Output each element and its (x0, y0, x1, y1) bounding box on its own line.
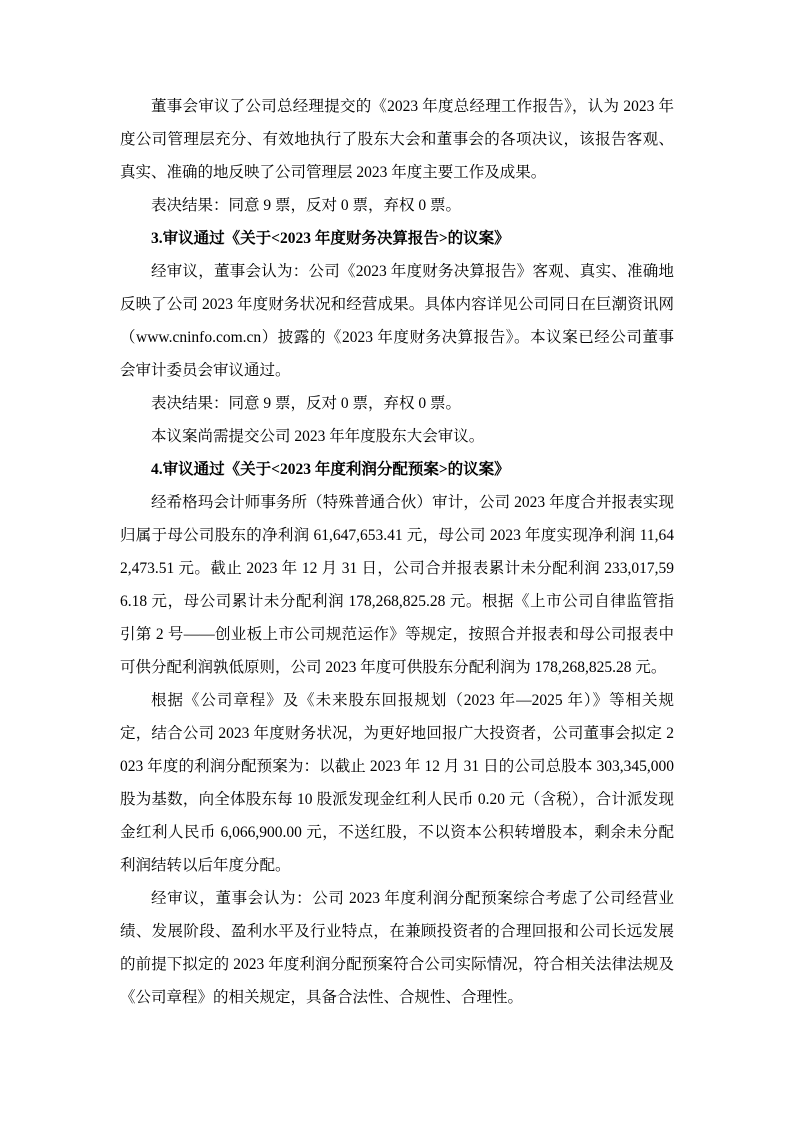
paragraph-profit-distribution-review: 经审议，董事会认为：公司 2023 年度利润分配预案综合考虑了公司经营业绩、发展阶段、盈利水平及行业特点，在兼顾投资者的合理回报和公司长远发展的前提下拟定的 2023 年度利润分配预案符合公司实际情况，符合相关法律法规及《公司章程》的相关规定，具备合法性、合规性、合理性。 (120, 890, 674, 1006)
paragraph-gm-work-report: 董事会审议了公司总经理提交的《2023 年度总经理工作报告》，认为 2023 年度公司管理层充分、有效地执行了股东大会和董事会的各项决议，该报告客观、真实、准确的地反映了公司管理层 2023 年度主要工作及成果。 (120, 98, 674, 181)
paragraph-financial-report-review: 经审议，董事会认为：公司《2023 年度财务决算报告》客观、真实、准确地反映了公司 2023 年度财务状况和经营成果。具体内容详见公司同日在巨潮资讯网（www.cninfo.com.cn）披露的《2023 年度财务决算报告》。本议案已经公司董事会审计委员会审议通过。 (120, 263, 674, 379)
vote-result-financial-report: 表决结果：同意 9 票，反对 0 票，弃权 0 票。 (151, 395, 462, 412)
document-body (120, 90, 674, 1014)
note-submit-to-agm: 本议案尚需提交公司 2023 年年度股东大会审议。 (151, 428, 485, 445)
paragraph-dividend-plan: 根据《公司章程》及《未来股东回报规划（2023 年—2025 年）》等相关规定，结合公司 2023 年度财务状况，为更好地回报广大投资者，公司董事会拟定 2023 年度的利润分配预案为：以截止 2023 年 12 月 31 日的公司总股本 303,345,000 股为基数，向全体股东每 10 股派发现金红利人民币 0.20 元（含税），合计派发现金红利人民币 6,066,900.00 元，不送红股，不以资本公积转增股本，剩余未分配利润结转以后年度分配。 (120, 692, 674, 874)
heading-item-3-financial-report: 3.审议通过《关于<2023 年度财务决算报告>的议案》 (151, 230, 510, 247)
vote-result-gm-report: 表决结果：同意 9 票，反对 0 票，弃权 0 票。 (151, 197, 462, 214)
heading-item-4-profit-distribution: 4.审议通过《关于<2023 年度利润分配预案>的议案》 (151, 461, 510, 478)
paragraph-audited-profit-figures: 经希格玛会计师事务所（特殊普通合伙）审计，公司 2023 年度合并报表实现归属于母公司股东的净利润 61,647,653.41 元，母公司 2023 年度实现净利润 11,642,473.51 元。截止 2023 年 12 月 31 日，公司合并报表累计未分配利润 233,017,596.18 元，母公司累计未分配利润 178,268,825.28 元。根据《上市公司自律监管指引第 2 号——创业板上市公司规范运作》等规定，按照合并报表和母公司报表中可供分配利润孰低原则，公司 2023 年度可供股东分配利润为 178,268,825.28 元。 (120, 494, 674, 676)
